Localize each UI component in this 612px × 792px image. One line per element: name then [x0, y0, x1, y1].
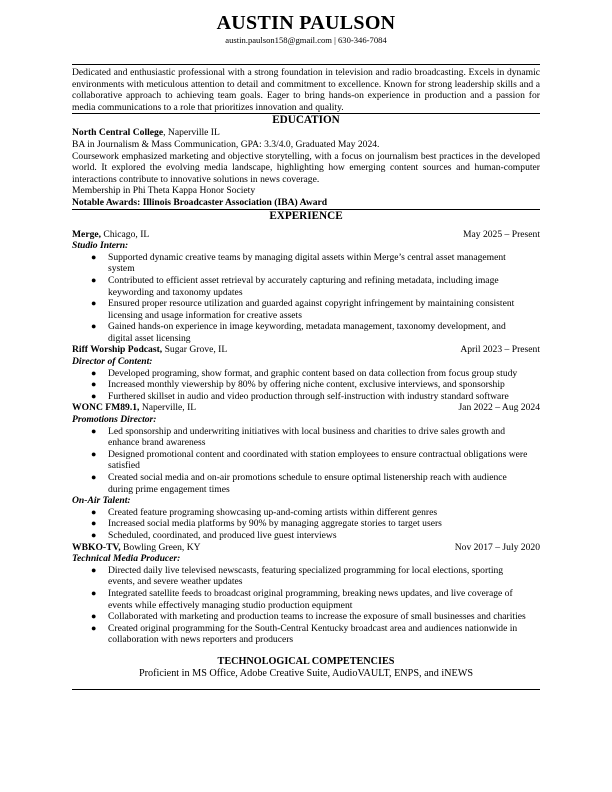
bullet-text: Designed promotional content and coordinated with station employees to ensure contractual obligations were satisfied	[108, 448, 528, 472]
job-dates: April 2023 – Present	[460, 344, 540, 356]
experience-list	[72, 229, 540, 646]
bullet-dot-icon: ●	[91, 587, 97, 598]
bullet-text: Integrated satellite feeds to broadcast original programming, breaking news updates, and live coverage of events while effectively managing studio production equipment	[108, 587, 513, 611]
bullet-dot-icon: ●	[91, 611, 97, 622]
bullet-item	[72, 530, 540, 542]
divider	[72, 689, 540, 690]
bullet-text: Created original programming for the South-Central Kentucky broadcast area and audiences nationwide in collaboration with news reporters and producers	[108, 622, 518, 646]
job-header	[72, 542, 540, 554]
job-role-title: Studio Intern:	[72, 240, 129, 252]
applicant-name: AUSTIN PAULSON	[216, 12, 396, 34]
job-org-location	[72, 402, 196, 414]
school-name: North Central College	[72, 127, 164, 139]
bullet-dot-icon: ●	[91, 564, 97, 575]
bullet-dot-icon: ●	[91, 390, 97, 401]
experience-heading: EXPERIENCE	[269, 209, 343, 222]
job-dates: Jan 2022 – Aug 2024	[458, 402, 540, 414]
bullet-item	[72, 611, 540, 623]
bullet-item	[72, 391, 540, 403]
contact-line: austin.paulson158@gmail.com | 630-346-7084	[225, 35, 387, 45]
job-header	[72, 402, 540, 414]
bullet-dot-icon: ●	[91, 448, 97, 459]
job-organization: WBKO-TV,	[72, 541, 121, 553]
bullet-item	[72, 623, 540, 646]
bullet-text: Contributed to efficient asset retrieval by accurately capturing and refining metadata, including image keywording and taxonomy updates	[108, 274, 499, 298]
job-organization: Merge,	[72, 228, 102, 240]
bullet-text: Scheduled, coordinated, and produced live guest interviews	[108, 529, 337, 541]
bullet-text: Created social media and on-air promotions schedule to ensure optimal listenership reach with audience during prime engagement times	[108, 472, 507, 495]
bullet-text: Led sponsorship and underwriting initiatives with local business and charities to drive sales growth and enhance brand awareness	[108, 425, 505, 449]
education-heading: EDUCATION	[272, 114, 340, 127]
bullet-dot-icon: ●	[91, 274, 97, 285]
bullet-text: Increased social media platforms by 90% by managing aggregate stories to target users	[108, 518, 442, 530]
bullet-text: Gained hands-on experience in image keywording, metadata management, taxonomy development, and digital asset licensing	[108, 321, 506, 344]
bullet-dot-icon: ●	[91, 321, 97, 332]
bullet-dot-icon: ●	[91, 622, 97, 633]
bullet-item	[72, 368, 540, 380]
bullet-dot-icon: ●	[91, 367, 97, 378]
tech-heading: TECHNOLOGICAL COMPETENCIES	[217, 655, 395, 667]
job-role-title: On-Air Talent:	[72, 495, 131, 507]
job-dates: Nov 2017 – July 2020	[454, 541, 540, 553]
bullet-item	[72, 507, 540, 519]
bullet-dot-icon: ●	[91, 529, 97, 540]
bullet-list	[72, 565, 540, 646]
bullet-list	[72, 252, 540, 345]
job-location: Naperville, IL	[139, 402, 197, 414]
job-role-title: Director of Content:	[72, 356, 153, 368]
bullet-item	[72, 379, 540, 391]
summary: Dedicated and enthusiastic professional with a strong foundation in television and radio broadcasting. Excels in dynamic environments with meticulous attention to detail and commitment to excellence. Known for strong leadership skills and a collaborative approach to achieving team goals. Eager to bring hands-on experience in production and a passion for media communications to a role that prioritizes innovation and quality.	[72, 67, 540, 113]
membership: Membership in Phi Theta Kappa Honor Society	[72, 185, 256, 197]
school-location: , Naperville IL	[163, 127, 220, 139]
bullet-item	[72, 588, 540, 611]
job-dates: May 2025 – Present	[462, 228, 540, 240]
resume-page	[72, 10, 540, 690]
bullet-item	[72, 565, 540, 588]
bullet-item	[72, 298, 540, 321]
bullet-list	[72, 426, 540, 496]
job-org-location	[72, 344, 227, 356]
job-role-title: Technical Media Producer:	[72, 553, 181, 565]
bullet-item	[72, 252, 540, 275]
bullet-dot-icon: ●	[91, 251, 97, 262]
job-location: Bowling Green, KY	[120, 541, 201, 553]
bullet-item	[72, 518, 540, 530]
job-location: Sugar Grove, IL	[162, 344, 228, 356]
bullet-list	[72, 368, 540, 403]
bullet-item	[72, 472, 540, 495]
bullet-item	[72, 449, 540, 472]
bullet-text: Supported dynamic creative teams by managing digital assets within Merge’s central asset management system	[108, 251, 506, 275]
bullet-dot-icon: ●	[91, 506, 97, 517]
bullet-dot-icon: ●	[91, 518, 97, 529]
awards: Notable Awards: Illinois Broadcaster Association (IBA) Award	[72, 196, 328, 208]
bullet-text: Directed daily live televised newscasts, featuring specialized programming for local elections, sporting events, and severe weather updates	[108, 564, 504, 588]
job-role-title: Promotions Director:	[72, 414, 157, 426]
job-organization: WONC FM89.1,	[72, 402, 140, 414]
bullet-list	[72, 507, 540, 542]
job-location: Chicago, IL	[101, 228, 150, 240]
job-header	[72, 344, 540, 356]
job-organization: Riff Worship Podcast,	[72, 344, 163, 356]
job-header	[72, 229, 540, 241]
job-org-location	[72, 229, 149, 241]
bullet-text: Furthered skillset in audio and video production through self-instruction with industry standard software	[108, 390, 509, 402]
bullet-item	[72, 426, 540, 449]
bullet-text: Increased monthly viewership by 80% by offering niche content, exclusive interviews, and sponsorship	[108, 379, 505, 391]
bullet-text: Developed programing, show format, and graphic content based on data collection from focus group study	[108, 367, 518, 379]
tech-text: Proficient in MS Office, Adobe Creative Suite, AudioVAULT, ENPS, and iNEWS	[138, 667, 474, 679]
bullet-text: Created feature programing showcasing up-and-coming artists within different genres	[108, 506, 438, 518]
bullet-item	[72, 275, 540, 298]
divider	[72, 64, 540, 65]
bullet-dot-icon: ●	[91, 425, 97, 436]
bullet-text: Collaborated with marketing and production teams to increase the exposure of small businesses and charities	[108, 611, 526, 623]
bullet-dot-icon: ●	[91, 472, 97, 482]
bullet-dot-icon: ●	[91, 379, 97, 390]
bullet-dot-icon: ●	[91, 298, 97, 309]
education-school-line	[72, 127, 540, 139]
coursework: Coursework emphasized marketing and objective storytelling, with a focus on journalism best practices in the developed world. It explored the evolving media landscape, highlighting how emerging content sources and human-computer interactions contribute to innovative solutions in news coverage.	[72, 150, 540, 185]
degree: BA in Journalism & Mass Communication, GPA: 3.3/4.0, Graduated May 2024.	[72, 138, 380, 150]
job-org-location	[72, 542, 201, 554]
bullet-text: Ensured proper resource utilization and guarded against copyright infringement by maintaining consistent licensing and usage information for creative assets	[108, 298, 515, 321]
bullet-item	[72, 321, 540, 344]
